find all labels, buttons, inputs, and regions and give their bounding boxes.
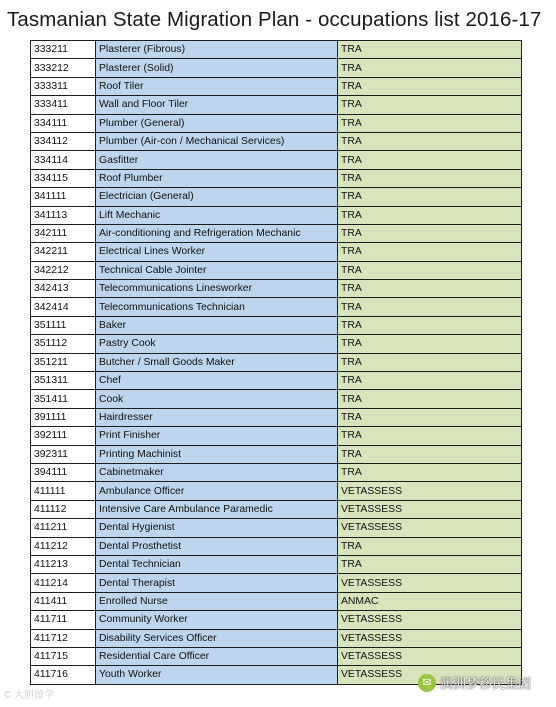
occupation-name-cell: Wall and Floor Tiler (96, 96, 338, 114)
assessing-authority-cell: TRA (338, 96, 522, 114)
table-row (31, 316, 522, 334)
assessing-authority-cell: TRA (338, 188, 522, 206)
occupation-code-cell: 342211 (31, 243, 96, 261)
occupation-code-cell: 411716 (31, 666, 96, 684)
assessing-authority-cell: TRA (338, 463, 522, 481)
table-row (31, 206, 522, 224)
occupation-name-cell: Plumber (General) (96, 114, 338, 132)
occupation-code-cell: 351211 (31, 353, 96, 371)
assessing-authority-cell: VETASSESS (338, 574, 522, 592)
table-row (31, 96, 522, 114)
occupation-name-cell: Hairdresser (96, 408, 338, 426)
occupation-code-cell: 342111 (31, 224, 96, 242)
occupation-name-cell: Community Worker (96, 611, 338, 629)
occupation-code-cell: 392311 (31, 445, 96, 463)
assessing-authority-cell: TRA (338, 41, 522, 59)
assessing-authority-cell: TRA (338, 59, 522, 77)
occupation-name-cell: Dental Technician (96, 555, 338, 573)
occupation-name-cell: Cabinetmaker (96, 463, 338, 481)
table-row (31, 243, 522, 261)
occupation-code-cell: 411211 (31, 519, 96, 537)
assessing-authority-cell: VETASSESS (338, 611, 522, 629)
table-row (31, 280, 522, 298)
table-row (31, 629, 522, 647)
assessing-authority-cell: TRA (338, 316, 522, 334)
table-row (31, 372, 522, 390)
occupation-name-cell: Telecommunications Technician (96, 298, 338, 316)
occupation-code-cell: 334114 (31, 151, 96, 169)
occupation-name-cell: Gasfitter (96, 151, 338, 169)
assessing-authority-cell: TRA (338, 408, 522, 426)
occupation-code-cell: 351311 (31, 372, 96, 390)
occupation-code-cell: 351111 (31, 316, 96, 334)
table-row (31, 537, 522, 555)
assessing-authority-cell: VETASSESS (338, 519, 522, 537)
occupation-code-cell: 342413 (31, 280, 96, 298)
assessing-authority-cell: TRA (338, 427, 522, 445)
table-row (31, 353, 522, 371)
occupation-name-cell: Lift Mechanic (96, 206, 338, 224)
occupation-name-cell: Chef (96, 372, 338, 390)
occupation-code-cell: 411111 (31, 482, 96, 500)
table-row (31, 132, 522, 150)
occupation-code-cell: 411214 (31, 574, 96, 592)
occupation-name-cell: Air-conditioning and Refrigeration Mechanic (96, 224, 338, 242)
assessing-authority-cell: TRA (338, 132, 522, 150)
occupation-code-cell: 392111 (31, 427, 96, 445)
assessing-authority-cell: TRA (338, 390, 522, 408)
occupation-code-cell: 351411 (31, 390, 96, 408)
occupation-name-cell: Residential Care Officer (96, 647, 338, 665)
occupation-code-cell: 341113 (31, 206, 96, 224)
occupation-code-cell: 351112 (31, 335, 96, 353)
occupation-name-cell: Enrolled Nurse (96, 592, 338, 610)
table-row (31, 77, 522, 95)
occupation-name-cell: Print Finisher (96, 427, 338, 445)
occupation-name-cell: Dental Hygienist (96, 519, 338, 537)
occupation-code-cell: 334112 (31, 132, 96, 150)
occupation-name-cell: Dental Therapist (96, 574, 338, 592)
table-row (31, 592, 522, 610)
occupation-code-cell: 411411 (31, 592, 96, 610)
table-row (31, 482, 522, 500)
occupation-code-cell: 333212 (31, 59, 96, 77)
assessing-authority-cell: VETASSESS (338, 500, 522, 518)
assessing-authority-cell: TRA (338, 335, 522, 353)
assessing-authority-cell: TRA (338, 243, 522, 261)
table-row (31, 519, 522, 537)
table-row (31, 463, 522, 481)
occupation-code-cell: 334111 (31, 114, 96, 132)
occupation-code-cell: 394111 (31, 463, 96, 481)
occupation-name-cell: Plumber (Air-con / Mechanical Services) (96, 132, 338, 150)
table-row (31, 445, 522, 463)
table-row (31, 59, 522, 77)
occupation-code-cell: 342414 (31, 298, 96, 316)
occupation-code-cell: 333411 (31, 96, 96, 114)
assessing-authority-cell: TRA (338, 555, 522, 573)
occupation-code-cell: 333311 (31, 77, 96, 95)
occupation-code-cell: 333211 (31, 41, 96, 59)
assessing-authority-cell: TRA (338, 77, 522, 95)
table-row (31, 427, 522, 445)
table-row (31, 390, 522, 408)
occupation-name-cell: Printing Machinist (96, 445, 338, 463)
occupation-name-cell: Youth Worker (96, 666, 338, 684)
assessing-authority-cell: ANMAC (338, 592, 522, 610)
occupation-name-cell: Ambulance Officer (96, 482, 338, 500)
table-row (31, 555, 522, 573)
assessing-authority-cell: TRA (338, 353, 522, 371)
assessing-authority-cell: TRA (338, 537, 522, 555)
table-row (31, 335, 522, 353)
occupation-code-cell: 411112 (31, 500, 96, 518)
occupation-code-cell: 411213 (31, 555, 96, 573)
occupations-table-body (31, 41, 522, 685)
assessing-authority-cell: TRA (338, 206, 522, 224)
table-row (31, 41, 522, 59)
assessing-authority-cell: VETASSESS (338, 647, 522, 665)
table-row (31, 151, 522, 169)
occupation-name-cell: Electrical Lines Worker (96, 243, 338, 261)
occupation-code-cell: 411712 (31, 629, 96, 647)
assessing-authority-cell: VETASSESS (338, 482, 522, 500)
occupation-name-cell: Roof Tiler (96, 77, 338, 95)
occupation-name-cell: Butcher / Small Goods Maker (96, 353, 338, 371)
watermark-right (418, 673, 531, 692)
occupation-code-cell: 411212 (31, 537, 96, 555)
occupation-name-cell: Pastry Cook (96, 335, 338, 353)
table-row (31, 224, 522, 242)
occupations-table (30, 40, 522, 685)
table-row (31, 500, 522, 518)
table-row (31, 647, 522, 665)
assessing-authority-cell: TRA (338, 114, 522, 132)
table-row (31, 408, 522, 426)
occupation-code-cell: 411711 (31, 611, 96, 629)
assessing-authority-cell: TRA (338, 445, 522, 463)
assessing-authority-cell: TRA (338, 298, 522, 316)
assessing-authority-cell: TRA (338, 169, 522, 187)
page-title: Tasmanian State Migration Plan - occupations list 2016-17 (7, 8, 542, 31)
occupation-code-cell: 391111 (31, 408, 96, 426)
occupation-code-cell: 411715 (31, 647, 96, 665)
assessing-authority-cell: VETASSESS (338, 629, 522, 647)
watermark-left: © 大胆留学 (4, 690, 55, 701)
table-row (31, 298, 522, 316)
occupation-code-cell: 334115 (31, 169, 96, 187)
occupation-name-cell: Plasterer (Solid) (96, 59, 338, 77)
occupation-name-cell: Intensive Care Ambulance Paramedic (96, 500, 338, 518)
wechat-logo-icon: ✉ (418, 674, 436, 692)
table-row (31, 188, 522, 206)
occupation-name-cell: Disability Services Officer (96, 629, 338, 647)
occupation-name-cell: Technical Cable Jointer (96, 261, 338, 279)
occupation-code-cell: 342212 (31, 261, 96, 279)
table-row (31, 261, 522, 279)
assessing-authority-cell: VETASSESS (338, 666, 522, 684)
occupation-name-cell: Cook (96, 390, 338, 408)
occupation-name-cell: Dental Prosthetist (96, 537, 338, 555)
occupation-name-cell: Roof Plumber (96, 169, 338, 187)
table-row (31, 574, 522, 592)
occupation-name-cell: Baker (96, 316, 338, 334)
table-row (31, 114, 522, 132)
occupation-name-cell: Electrician (General) (96, 188, 338, 206)
occupation-code-cell: 341111 (31, 188, 96, 206)
assessing-authority-cell: TRA (338, 224, 522, 242)
assessing-authority-cell: TRA (338, 261, 522, 279)
watermark-right-text: 澳洲梦移民集团 (440, 676, 532, 691)
table-row (31, 169, 522, 187)
assessing-authority-cell: TRA (338, 151, 522, 169)
assessing-authority-cell: TRA (338, 280, 522, 298)
occupation-name-cell: Telecommunications Linesworker (96, 280, 338, 298)
table-row (31, 611, 522, 629)
assessing-authority-cell: TRA (338, 372, 522, 390)
occupation-name-cell: Plasterer (Fibrous) (96, 41, 338, 59)
